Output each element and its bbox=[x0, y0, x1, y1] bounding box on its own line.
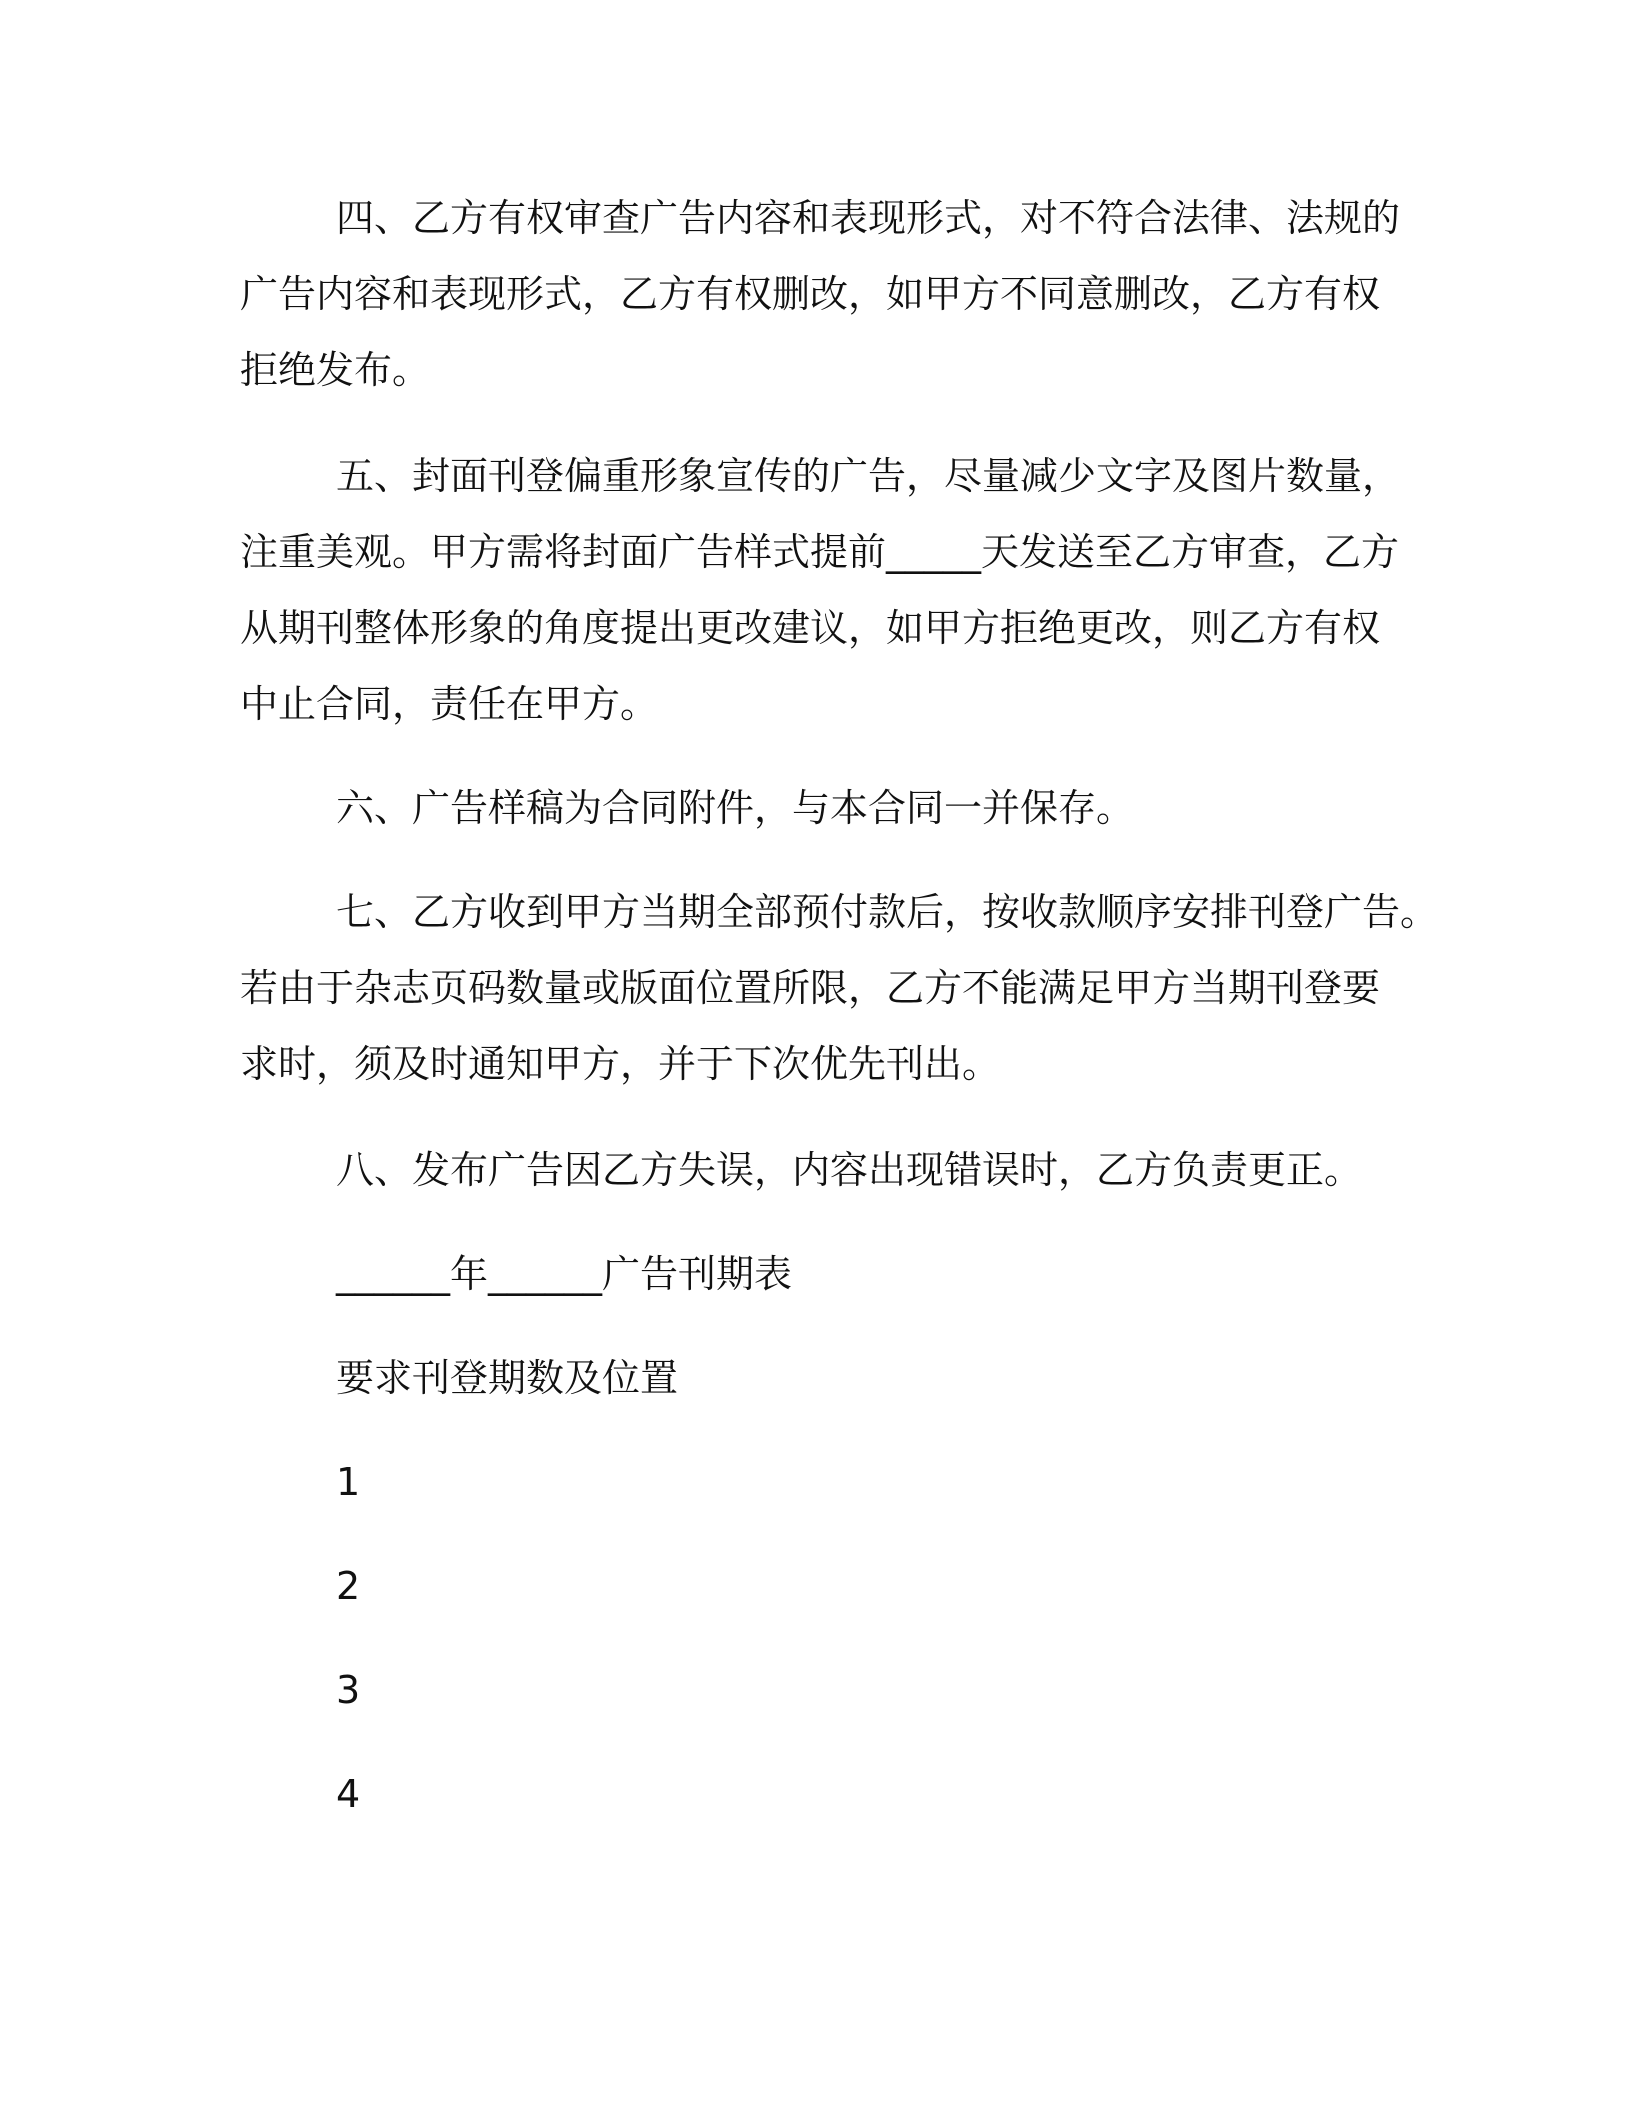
clause-six-line-1: 六、广告样稿为合同附件，与本合同一并保存。 bbox=[336, 786, 1135, 830]
clause-eight bbox=[240, 1132, 1390, 1208]
clause-eight-line-1: 八、发布广告因乙方失误，内容出现错误时，乙方负责更正。 bbox=[336, 1148, 1363, 1192]
schedule-item: 1 bbox=[336, 1460, 361, 1504]
schedule-subtitle: 要求刊登期数及位置 bbox=[336, 1356, 679, 1400]
clause-four bbox=[240, 180, 1401, 408]
clause-four-line-3: 拒绝发布。 bbox=[240, 348, 431, 392]
clause-seven-line-1: 七、乙方收到甲方当期全部预付款后，按收款顺序安排刊登广告。 bbox=[336, 890, 1439, 934]
schedule-title: ______年______广告刊期表 bbox=[336, 1252, 793, 1296]
clause-seven bbox=[240, 874, 1439, 1102]
clause-four-line-1: 四、乙方有权审查广告内容和表现形式，对不符合法律、法规的 bbox=[336, 196, 1401, 240]
schedule-item: 4 bbox=[336, 1772, 361, 1816]
clause-seven-line-3: 求时，须及时通知甲方，并于下次优先刊出。 bbox=[240, 1042, 1001, 1086]
clause-five-line-4: 中止合同，责任在甲方。 bbox=[240, 682, 659, 726]
clause-six bbox=[240, 770, 1390, 846]
schedule-item: 2 bbox=[336, 1564, 361, 1608]
clause-seven-line-2: 若由于杂志页码数量或版面位置所限，乙方不能满足甲方当期刊登要 bbox=[240, 966, 1381, 1010]
clause-five bbox=[240, 438, 1401, 742]
clause-five-line-2: 注重美观。甲方需将封面广告样式提前_____天发送至乙方审查，乙方 bbox=[240, 530, 1400, 574]
schedule-item: 3 bbox=[336, 1668, 361, 1712]
clause-five-line-3: 从期刊整体形象的角度提出更改建议，如甲方拒绝更改，则乙方有权 bbox=[240, 606, 1381, 650]
clause-five-line-1: 五、封面刊登偏重形象宣传的广告，尽量减少文字及图片数量， bbox=[336, 454, 1401, 498]
clause-four-line-2: 广告内容和表现形式，乙方有权删改，如甲方不同意删改，乙方有权 bbox=[240, 272, 1381, 316]
